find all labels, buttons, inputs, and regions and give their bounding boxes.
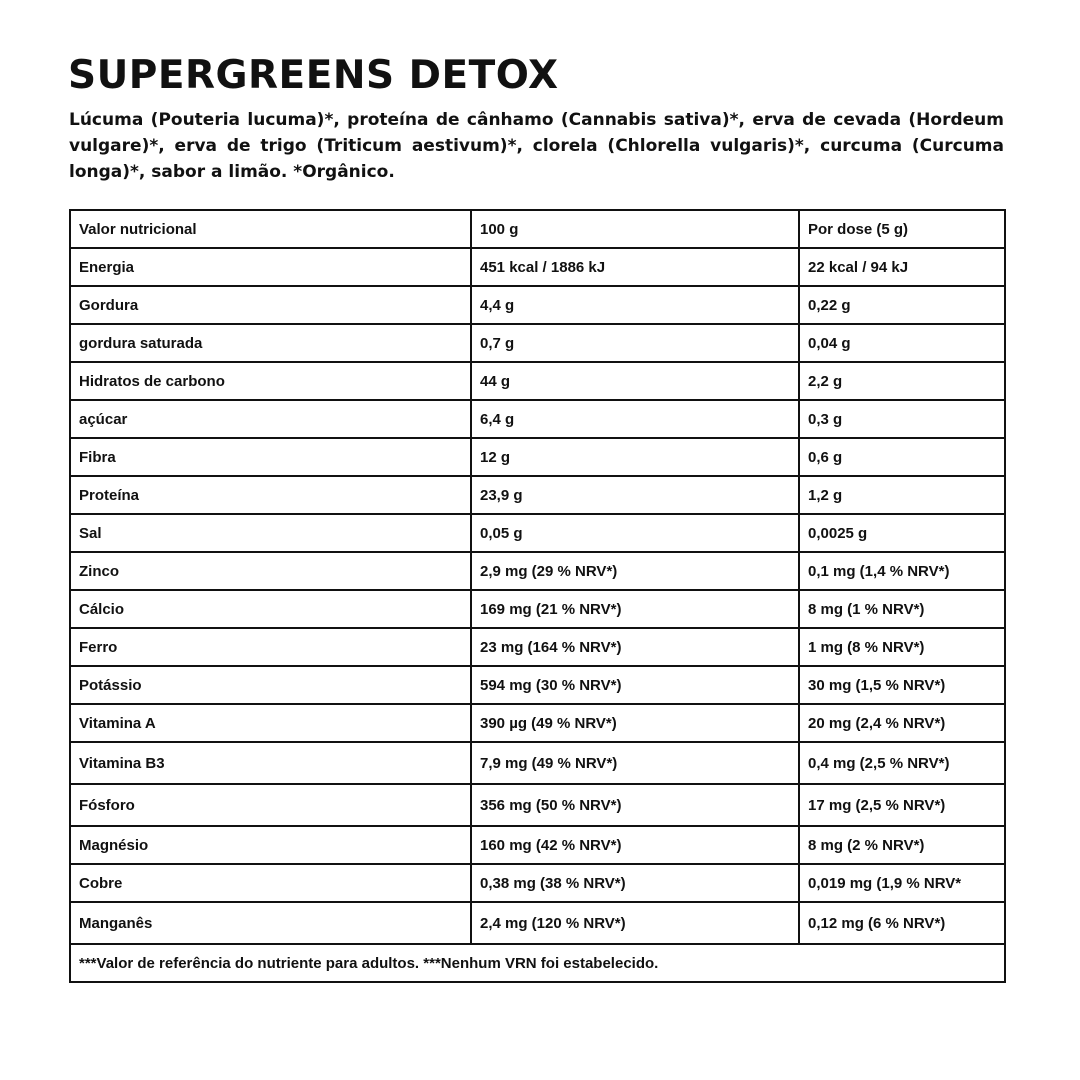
per-100g-cell: 4,4 g — [471, 286, 799, 324]
per-100g-cell: 451 kcal / 1886 kJ — [471, 248, 799, 286]
per-dose-cell: 30 mg (1,5 % NRV*) — [799, 666, 1005, 704]
header-per-100g-cell: 100 g — [471, 210, 799, 248]
per-100g-cell: 594 mg (30 % NRV*) — [471, 666, 799, 704]
per-dose-cell: 20 mg (2,4 % NRV*) — [799, 704, 1005, 742]
per-dose-cell: 0,1 mg (1,4 % NRV*) — [799, 552, 1005, 590]
per-100g-cell: 7,9 mg (49 % NRV*) — [471, 742, 799, 784]
per-dose-cell: 1 mg (8 % NRV*) — [799, 628, 1005, 666]
ingredients-text: Lúcuma (Pouteria lucuma)*, proteína de cânhamo (Cannabis sativa)*, erva de cevada (Hordeum vulgare)*, erva de trigo (Triticum aestivum)*, clorela (Chlorella vulgaris)*, curcuma (Curcuma longa)*, sabor a limão. *Orgânico. — [69, 110, 1004, 182]
per-100g-cell: 169 mg (21 % NRV*) — [471, 590, 799, 628]
table-row — [70, 324, 1005, 362]
per-dose-cell: 0,4 mg (2,5 % NRV*) — [799, 742, 1005, 784]
per-dose-cell: 0,22 g — [799, 286, 1005, 324]
table-row — [70, 476, 1005, 514]
nutrient-name-cell: Cálcio — [70, 590, 471, 628]
nutrient-name-cell: Fósforo — [70, 784, 471, 826]
table-row — [70, 826, 1005, 864]
per-100g-cell: 23 mg (164 % NRV*) — [471, 628, 799, 666]
table-row — [70, 784, 1005, 826]
nutrient-name-cell: Cobre — [70, 864, 471, 902]
table-row — [70, 552, 1005, 590]
nutrient-name-cell: gordura saturada — [70, 324, 471, 362]
per-100g-cell: 356 mg (50 % NRV*) — [471, 784, 799, 826]
footnote-cell: ***Valor de referência do nutriente para adultos. ***Nenhum VRN foi estabelecido. — [70, 944, 1005, 982]
nutrient-name-cell: Manganês — [70, 902, 471, 944]
table-row — [70, 362, 1005, 400]
nutrient-name-cell: Hidratos de carbono — [70, 362, 471, 400]
table-row — [70, 742, 1005, 784]
nutrient-name-cell: Potássio — [70, 666, 471, 704]
per-100g-cell: 44 g — [471, 362, 799, 400]
nutrient-name-cell: açúcar — [70, 400, 471, 438]
per-dose-cell: 0,12 mg (6 % NRV*) — [799, 902, 1005, 944]
per-100g-cell: 0,7 g — [471, 324, 799, 362]
nutrient-name-cell: Gordura — [70, 286, 471, 324]
per-dose-cell: 0,3 g — [799, 400, 1005, 438]
header-per-dose-cell: Por dose (5 g) — [799, 210, 1005, 248]
header-nutrient-cell: Valor nutricional — [70, 210, 471, 248]
table-row — [70, 286, 1005, 324]
table-row — [70, 704, 1005, 742]
per-dose-cell: 2,2 g — [799, 362, 1005, 400]
nutrient-name-cell: Ferro — [70, 628, 471, 666]
nutrient-name-cell: Magnésio — [70, 826, 471, 864]
table-row — [70, 864, 1005, 902]
per-dose-cell: 0,0025 g — [799, 514, 1005, 552]
table-row — [70, 438, 1005, 476]
nutrient-name-cell: Vitamina A — [70, 704, 471, 742]
per-dose-cell: 1,2 g — [799, 476, 1005, 514]
per-100g-cell: 23,9 g — [471, 476, 799, 514]
table-row — [70, 400, 1005, 438]
nutrient-name-cell: Fibra — [70, 438, 471, 476]
per-dose-cell: 8 mg (1 % NRV*) — [799, 590, 1005, 628]
per-100g-cell: 2,4 mg (120 % NRV*) — [471, 902, 799, 944]
per-100g-cell: 12 g — [471, 438, 799, 476]
per-100g-cell: 160 mg (42 % NRV*) — [471, 826, 799, 864]
nutrient-name-cell: Proteína — [70, 476, 471, 514]
per-100g-cell: 0,38 mg (38 % NRV*) — [471, 864, 799, 902]
nutrient-name-cell: Vitamina B3 — [70, 742, 471, 784]
footnote-row — [70, 944, 1005, 982]
table-row — [70, 666, 1005, 704]
table-row — [70, 902, 1005, 944]
table-row — [70, 628, 1005, 666]
per-dose-cell: 8 mg (2 % NRV*) — [799, 826, 1005, 864]
table-row — [70, 248, 1005, 286]
per-dose-cell: 0,019 mg (1,9 % NRV* — [799, 864, 1005, 902]
per-100g-cell: 0,05 g — [471, 514, 799, 552]
per-100g-cell: 6,4 g — [471, 400, 799, 438]
nutrient-name-cell: Energia — [70, 248, 471, 286]
product-title: SUPERGREENS DETOX — [68, 53, 559, 98]
table-row — [70, 514, 1005, 552]
nutrient-name-cell: Sal — [70, 514, 471, 552]
per-dose-cell: 22 kcal / 94 kJ — [799, 248, 1005, 286]
per-dose-cell: 0,04 g — [799, 324, 1005, 362]
per-dose-cell: 17 mg (2,5 % NRV*) — [799, 784, 1005, 826]
nutrition-table — [69, 209, 1006, 983]
per-100g-cell: 2,9 mg (29 % NRV*) — [471, 552, 799, 590]
per-100g-cell: 390 µg (49 % NRV*) — [471, 704, 799, 742]
nutrient-name-cell: Zinco — [70, 552, 471, 590]
per-dose-cell: 0,6 g — [799, 438, 1005, 476]
table-header-row — [70, 210, 1005, 248]
table-row — [70, 590, 1005, 628]
